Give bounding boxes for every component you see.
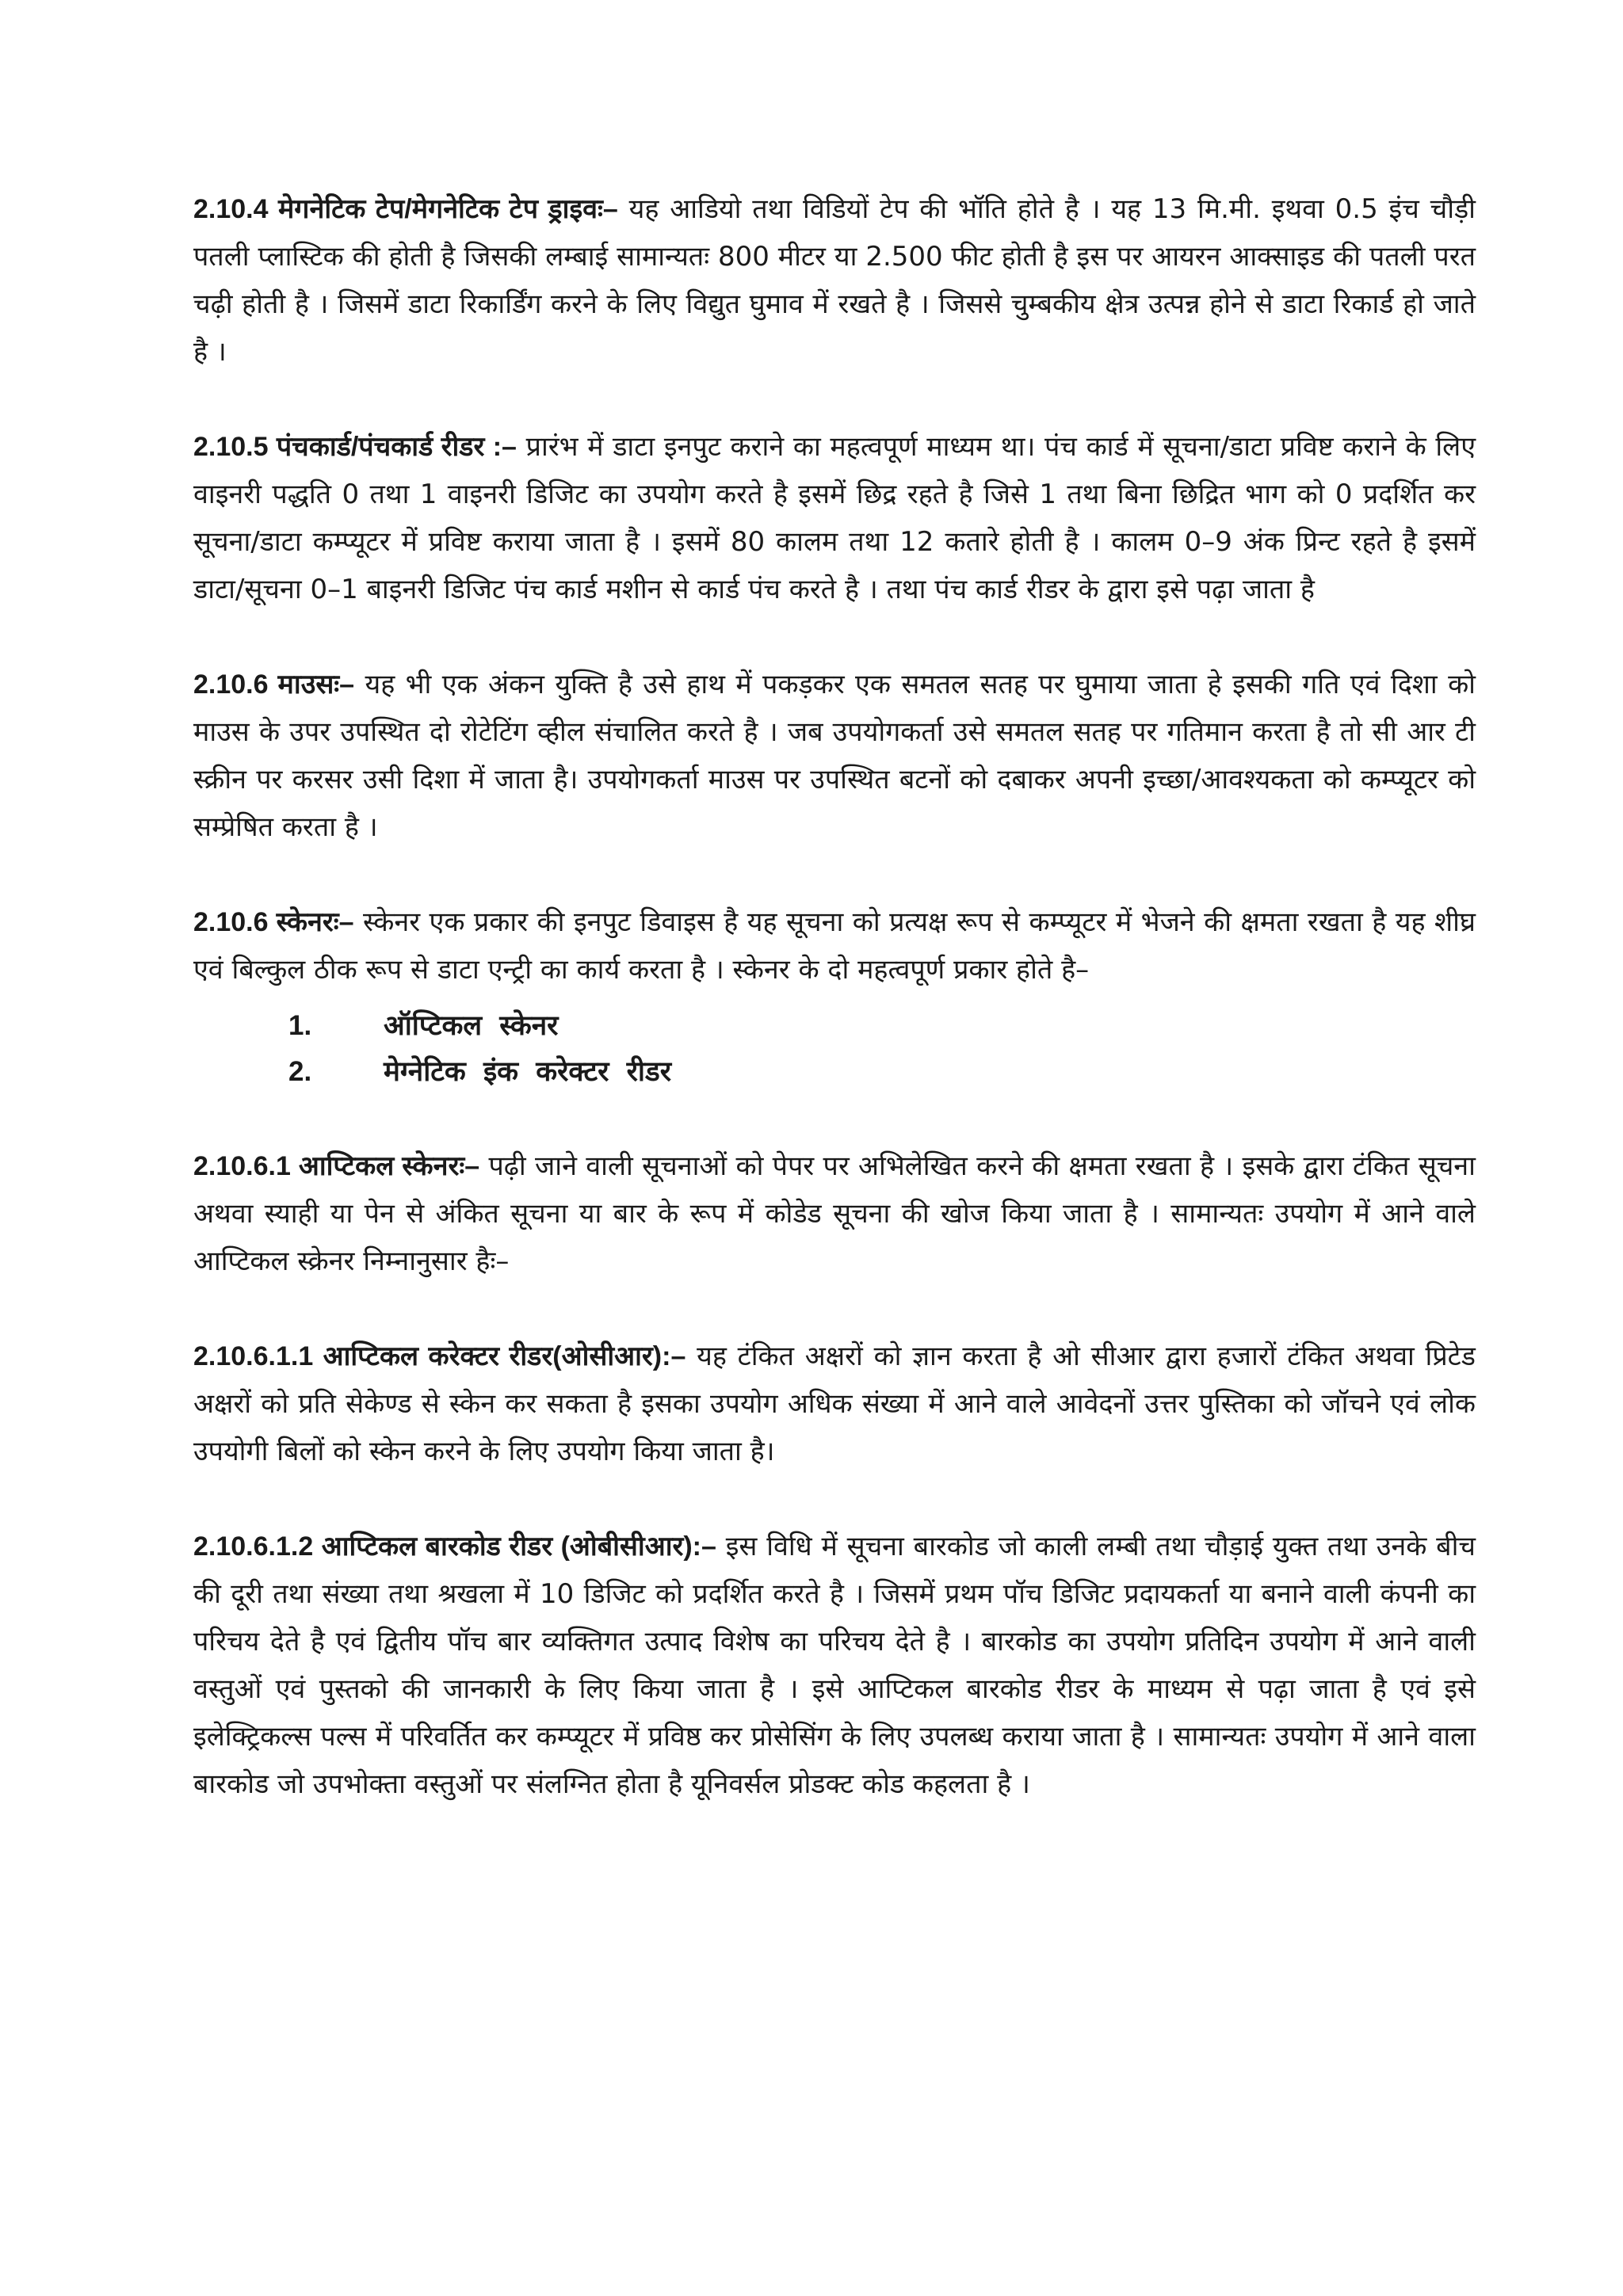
section-heading: 2.10.5 पंचकार्ड/पंचकार्ड रीडर :– bbox=[193, 432, 517, 462]
section-magnetic-tape bbox=[193, 185, 1476, 376]
section-heading: 2.10.6 माउसः– bbox=[193, 669, 355, 700]
section-heading: 2.10.6.1.1 आप्टिकल करेक्टर रीडर(ओसीआर):– bbox=[193, 1341, 686, 1371]
section-body: यह आडियो तथा विडियों टेप की भॉति होते है । यह 13 मि.मी. इथवा 0.5 इंच चौड़ी पतली प्लास्टिक की होती है जिसकी लम्बाई सामान्यतः 800 मीटर या 2.500 फीट होती है इस पर आयरन आक्साइड की पतली परत चढ़ी होती है । जिसमें डाटा रिकार्डिंग करने के लिए विद्युत घुमाव में रखते है । जिससे चुम्बकीय क्षेत्र उत्पन्न होने से डाटा रिकार्ड हो जाते है । bbox=[193, 193, 1476, 368]
scanner-types-list bbox=[193, 1003, 1476, 1095]
section-heading: 2.10.4 मेगनेटिक टेप/मेगनेटिक टेप ड्राइवः– bbox=[193, 194, 618, 224]
section-heading: 2.10.6.1 आप्टिकल स्केनरः– bbox=[193, 1151, 480, 1181]
section-optical-scanner bbox=[193, 1142, 1476, 1285]
section-body: प्रारंभ में डाटा इनपुट कराने का महत्वपूर्ण माध्यम था। पंच कार्ड में सूचना/डाटा प्रविष्ट कराने के लिए वाइनरी पद्धति 0 तथा 1 वाइनरी डिजिट का उपयोग करते है इसमें छिद्र रहते है जिसे 1 तथा बिना छिद्रित भाग को 0 प्रदर्शित कर सूचना/डाटा कम्प्यूटर में प्रविष्ट कराया जाता है । इसमें 80 कालम तथा 12 कतारे होती है । कालम 0–9 अंक प्रिन्ट रहते है इसमें डाटा/सूचना 0–1 बाइनरी डिजिट पंच कार्ड मशीन से कार्ड पंच करते है । तथा पंच कार्ड रीडर के द्वारा इसे पढ़ा जाता है bbox=[193, 431, 1476, 605]
list-number: 2. bbox=[288, 1056, 312, 1087]
section-mouse bbox=[193, 661, 1476, 851]
section-heading: 2.10.6 स्केनरः– bbox=[193, 907, 354, 937]
list-label: ऑप्टिकल स्केनर bbox=[384, 1010, 559, 1042]
list-number: 1. bbox=[288, 1010, 312, 1041]
list-label: मेग्नेटिक इंक करेक्टर रीडर bbox=[384, 1056, 672, 1088]
list-item bbox=[193, 1049, 1476, 1095]
section-heading: 2.10.6.1.2 आप्टिकल बारकोड रीडर (ओबीसीआर):– bbox=[193, 1531, 716, 1562]
section-punch-card bbox=[193, 423, 1476, 613]
list-item bbox=[193, 1003, 1476, 1049]
section-body: यह टंकित अक्षरों को ज्ञान करता है ओ सीआर द्वारा हजारों टंकित अथवा प्रिटेड अक्षरों को प्रति सेकेण्ड से स्केन कर सकता है इसका उपयोग अधिक संख्या में आने वाले आवेदनों उत्तर पुस्तिका को जॉचने एवं लोक उपयोगी बिलों को स्केन करने के लिए उपयोग किया जाता है। bbox=[193, 1341, 1476, 1467]
section-body: इस विधि में सूचना बारकोड जो काली लम्बी तथा चौड़ाई युक्त तथा उनके बीच की दूरी तथा संख्या तथा श्रखला में 10 डिजिट को प्रदर्शित करते है । जिसमें प्रथम पॉच डिजिट प्रदायकर्ता या बनाने वाली कंपनी का परिचय देते है एवं द्वितीय पॉच बार व्यक्तिगत उत्पाद विशेष का परिचय देते है । बारकोड का उपयोग प्रतिदिन उपयोग में आने वाली वस्तुओं एवं पुस्तको की जानकारी के लिए किया जाता है । इसे आप्टिकल बारकोड रीडर के माध्यम से पढ़ा जाता है एवं इसे इलेक्ट्रिकल्स पल्स में परिवर्तित कर कम्प्यूटर में प्रविष्ठ कर प्रोसेसिंग के लिए उपलब्ध कराया जाता है । सामान्यतः उपयोग में आने वाला बारकोड जो उपभोक्ता वस्तुओं पर संलग्नित होता है यूनिवर्सल प्रोडक्ट कोड कहलता है । bbox=[193, 1531, 1476, 1800]
section-body: यह भी एक अंकन युक्ति है उसे हाथ में पकड़कर एक समतल सतह पर घुमाया जाता हे इसकी गति एवं दिशा को माउस के उपर उपस्थित दो रोटेटिंग व्हील संचालित करते है । जब उपयोगकर्ता उसे समतल सतह पर गतिमान करता है तो सी आर टी स्क्रीन पर करसर उसी दिशा में जाता है। उपयोगकर्ता माउस पर उपस्थित बटनों को दबाकर अपनी इच्छा/आवश्यकता को कम्प्यूटर को सम्प्रेषित करता है । bbox=[193, 669, 1476, 843]
section-body: स्केनर एक प्रकार की इनपुट डिवाइस है यह सूचना को प्रत्यक्ष रूप से कम्प्यूटर में भेजने की क्षमता रखता है यह शीघ्र एवं बिल्कुल ठीक रूप से डाटा एन्ट्री का कार्य करता है । स्केनर के दो महत्वपूर्ण प्रकार होते है– bbox=[193, 906, 1476, 986]
section-ocr bbox=[193, 1333, 1476, 1475]
section-obcr bbox=[193, 1523, 1476, 1808]
section-scanner bbox=[193, 898, 1476, 994]
section-body: पढ़ी जाने वाली सूचनाओं को पेपर पर अभिलेखित करने की क्षमता रखता है । इसके द्वारा टंकित सूचना अथवा स्याही या पेन से अंकित सूचना या बार के रूप में कोडेड सूचना की खोज किया जाता है । सामान्यतः उपयोग में आने वाले आप्टिकल स्क्रेनर निम्नानुसार हैः– bbox=[193, 1150, 1476, 1277]
